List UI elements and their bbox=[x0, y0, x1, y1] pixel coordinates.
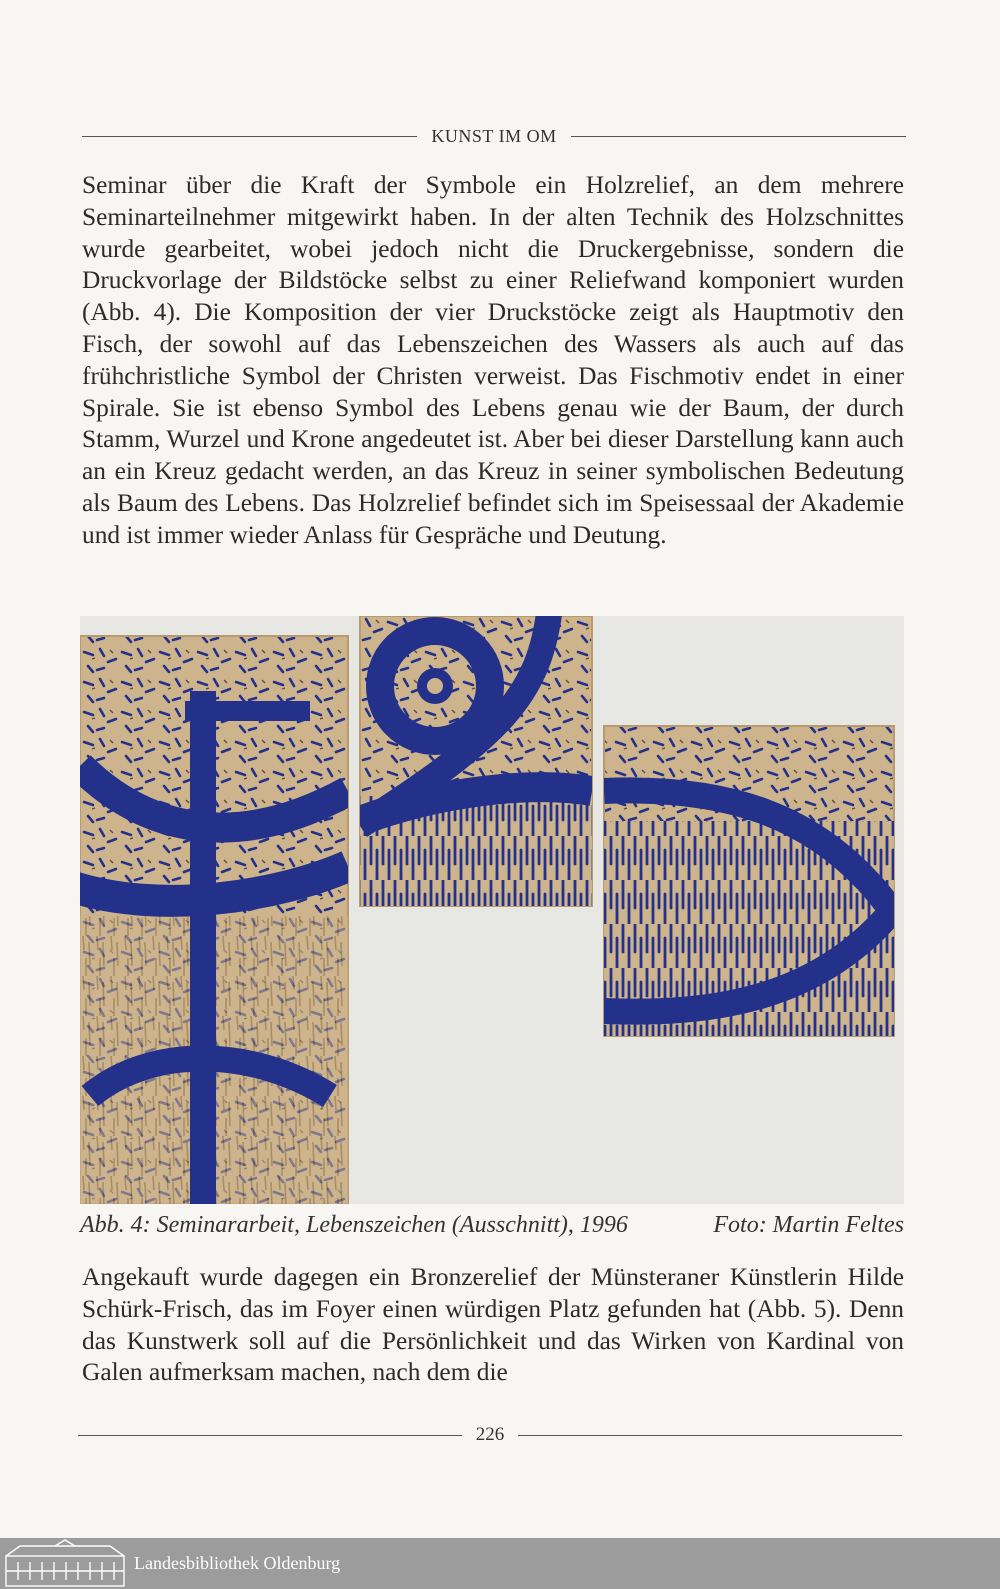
library-building-icon bbox=[0, 1538, 130, 1589]
figure-caption-text: Abb. 4: Seminararbeit, Lebenszeichen (Ausschnitt), 1996 bbox=[80, 1212, 628, 1238]
paragraph-body-1: Seminar über die Kraft der Symbole ein Holzrelief, an dem mehrere Seminarteilnehmer mitgewirkt haben. In der alten Technik des Holzschnittes wurde gearbeitet, wobei jedoch nicht die Druckergebnisse, sondern die Druckvorlage der Bildstöcke selbst zu einer Reliefwand komponiert wurden (Abb. 4). Die Komposition der vier Druckstöcke zeigt als Hauptmotiv den Fisch, der sowohl auf das Lebenszeichen des Wassers als auch auf das frühchristliche Symbol der Christen verweist. Das Fischmotiv endet in einer Spirale. Sie ist ebenso Symbol des Lebens genau wie der Baum, der durch Stamm, Wurzel und Krone angedeutet ist. Aber bei dieser Darstellung kann auch an ein Kreuz gedacht werden, an das Kreuz in seiner symbolischen Bedeutung als Baum des Lebens. Das Holzrelief befindet sich im Speisessaal der Akademie und ist immer wieder Anlass für Gespräche und Deutung. bbox=[82, 171, 904, 549]
woodcut-relief-image bbox=[80, 616, 904, 1204]
page-footer bbox=[78, 1422, 902, 1448]
running-head bbox=[82, 124, 906, 148]
photo-credit: Foto: Martin Feltes bbox=[713, 1212, 904, 1238]
paragraph-body-2: Angekauft wurde dagegen ein Bronzerelief der Münsteraner Künstlerin Hilde Schürk-Frisch, das im Foyer einen würdigen Platz gefunden hat (Abb. 5). Denn das Kunstwerk soll auf die Persönlichkeit und das Wirken von Kardinal von Galen aufmerksam machen, nach dem die bbox=[82, 1263, 904, 1387]
figure-caption bbox=[80, 1212, 904, 1239]
figure-woodcut-photo bbox=[80, 616, 904, 1204]
running-head-title: KUNST IM OM bbox=[431, 125, 557, 146]
header-rule-left bbox=[82, 136, 417, 137]
library-watermark-bar bbox=[0, 1538, 1000, 1589]
page-number: 226 bbox=[475, 1424, 505, 1445]
header-rule-right bbox=[571, 136, 906, 137]
footer-rule-left bbox=[78, 1435, 462, 1436]
library-name: Landesbibliothek Oldenburg bbox=[134, 1553, 341, 1573]
footer-rule-right bbox=[518, 1435, 902, 1436]
